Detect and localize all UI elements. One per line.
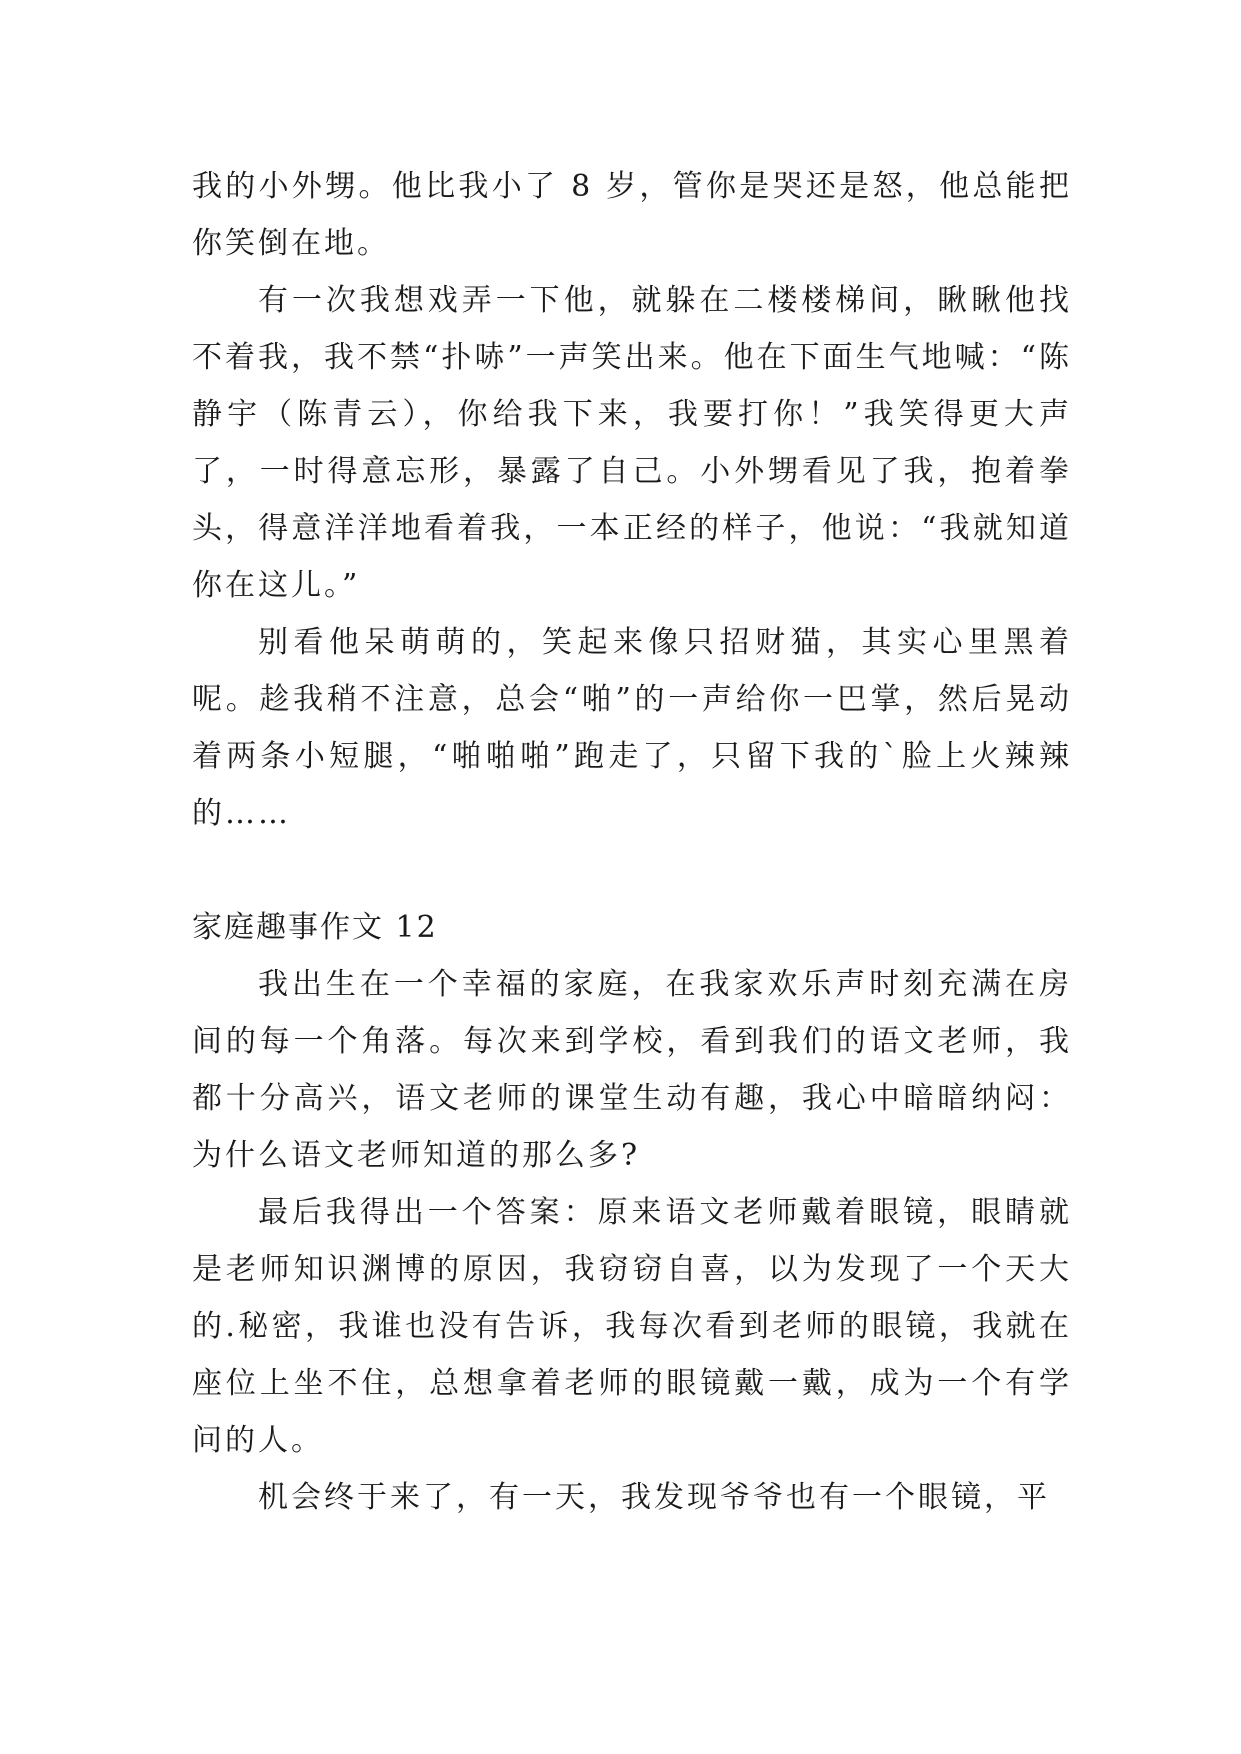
paragraph-nephew-trick: 别看他呆萌萌的，笑起来像只招财猫，其实心里黑着呢。趁我稍不注意，总会“啪”的一声给你一巴掌，然后晃动着两条小短腿，“啪啪啪”跑走了，只留下我的`脸上火辣辣的…… bbox=[192, 625, 1072, 831]
paragraph-glasses-secret: 最后我得出一个答案：原来语文老师戴着眼镜，眼睛就是老师知识渊博的原因，我窃窃自喜，以为发现了一个天大的.秘密，我谁也没有告诉，我每次看到老师的眼镜，我就在座位上坐不住，总想拿着老师的眼镜戴一戴，成为一个有学问的人。 bbox=[192, 1195, 1072, 1458]
document-body bbox=[192, 158, 1072, 1526]
section-spacer bbox=[192, 842, 1072, 899]
paragraph-happy-family: 我出生在一个幸福的家庭，在我家欢乐声时刻充满在房间的每一个角落。每次来到学校，看到我们的语文老师，我都十分高兴，语文老师的课堂生动有趣，我心中暗暗纳闷：为什么语文老师知道的那么多? bbox=[192, 967, 1072, 1173]
paragraph-hiding-story: 有一次我想戏弄一下他，就躲在二楼楼梯间，瞅瞅他找不着我，我不禁“扑哧”一声笑出来。他在下面生气地喊：“陈静宇（陈青云），你给我下来，我要打你！”我笑得更大声了，一时得意忘形，暴露了自己。小外甥看见了我，抱着拳头，得意洋洋地看着我，一本正经的样子，他说：“我就知道你在这儿。” bbox=[192, 283, 1073, 603]
essay-title: 家庭趣事作文 12 bbox=[192, 910, 438, 945]
paragraph-grandpa-glasses: 机会终于来了，有一天，我发现爷爷也有一个眼镜，平 bbox=[258, 1480, 1050, 1515]
paragraph-continuation: 我的小外甥。他比我小了 8 岁，管你是哭还是怒，他总能把你笑倒在地。 bbox=[192, 169, 1072, 261]
